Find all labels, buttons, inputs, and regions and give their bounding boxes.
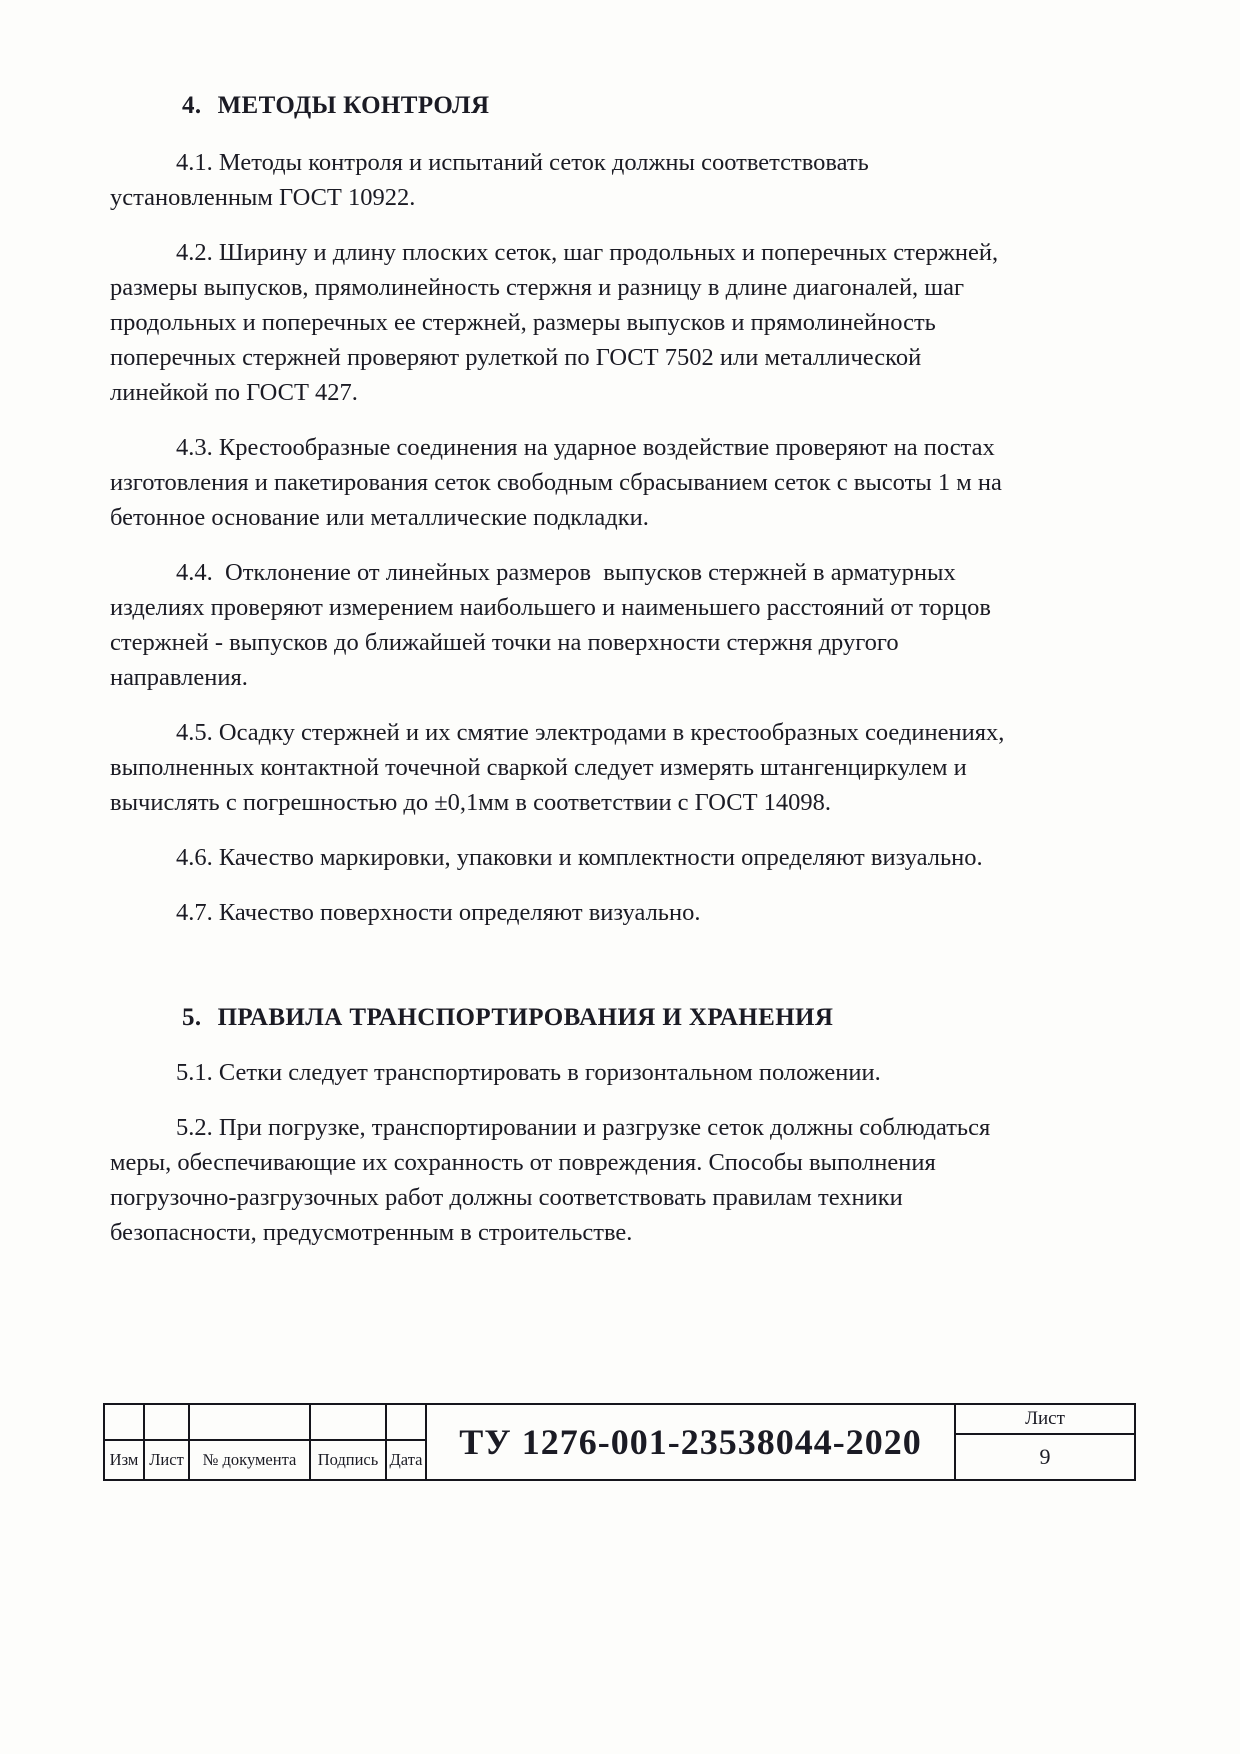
sheet-cell-empty (145, 1405, 190, 1439)
date-cell-empty (387, 1405, 427, 1439)
title-block-revision-grid (105, 1405, 427, 1479)
paragraph-4-6: 4.6. Качество маркировки, упаковки и комплектности определяют визуально. (176, 844, 983, 871)
revision-cell-empty (105, 1405, 145, 1439)
document-number: ТУ 1276-001-23538044-2020 (427, 1405, 956, 1479)
docnum-cell-empty (190, 1405, 311, 1439)
section-5-title: ПРАВИЛА ТРАНСПОРТИРОВАНИЯ И ХРАНЕНИЯ (217, 1004, 834, 1031)
column-label-doc-number: № документа (190, 1439, 311, 1479)
paragraph-4-5: 4.5. Осадку стержней и их смятие электродами в крестообразных соединениях, выполненных контактной точечной сваркой следует измерять штангенциркулем и вычислять с погрешностью до ±0,1мм в соответствии с ГОСТ 14098. (110, 719, 1011, 816)
paragraph-4-4: 4.4. Отклонение от линейных размеров выпусков стержней в арматурных изделиях проверяют измерением наибольшего и наименьшего расстояний от торцов стержней - выпусков до ближайшей точки на поверхности стержня другого направления. (110, 559, 998, 691)
paragraph-4-1: 4.1. Методы контроля и испытаний сеток должны соответствовать установленным ГОСТ 10922. (110, 149, 875, 211)
paragraph-4-3: 4.3. Крестообразные соединения на ударное воздействие проверяют на постах изготовления и пакетирования сеток свободным сбрасыванием сеток с высоты 1 м на бетонное основание или металлические подкладки. (110, 434, 1008, 531)
paragraph-5-1: 5.1. Сетки следует транспортировать в горизонтальном положении. (176, 1059, 881, 1086)
paragraph-4-2: 4.2. Ширину и длину плоских сеток, шаг продольных и поперечных стержней, размеры выпусков, прямолинейность стержня и разницу в длине диагоналей, шаг продольных и поперечных ее стержней, размеры выпусков и прямолинейность поперечных стержней проверяют рулеткой по ГОСТ 7502 или металлической линейкой по ГОСТ 427. (110, 239, 1005, 406)
column-label-izm: Изм (105, 1439, 145, 1479)
section-5-heading (182, 1000, 1020, 1035)
paragraph-5-2: 5.2. При погрузке, транспортировании и разгрузке сеток должны соблюдаться меры, обеспечивающие их сохранность от повреждения. Способы выполнения погрузочно-разгрузочных работ должны соответствовать правилам техники безопасности, предусмотренным в строительстве. (110, 1114, 997, 1246)
sheet-label: Лист (956, 1405, 1134, 1435)
page-content (110, 88, 1020, 1250)
column-label-date: Дата (387, 1439, 427, 1479)
signature-cell-empty (311, 1405, 387, 1439)
paragraph-4-7: 4.7. Качество поверхности определяют визуально. (176, 899, 701, 926)
section-5-number: 5. (182, 1004, 202, 1031)
column-label-list: Лист (145, 1439, 190, 1479)
title-block (103, 1403, 1136, 1481)
sheet-block (956, 1405, 1134, 1479)
section-4-title: МЕТОДЫ КОНТРОЛЯ (217, 92, 490, 119)
column-label-signature: Подпись (311, 1439, 387, 1479)
sheet-number: 9 (1039, 1444, 1051, 1469)
section-4-heading (182, 88, 1020, 123)
section-4-number: 4. (182, 92, 202, 119)
